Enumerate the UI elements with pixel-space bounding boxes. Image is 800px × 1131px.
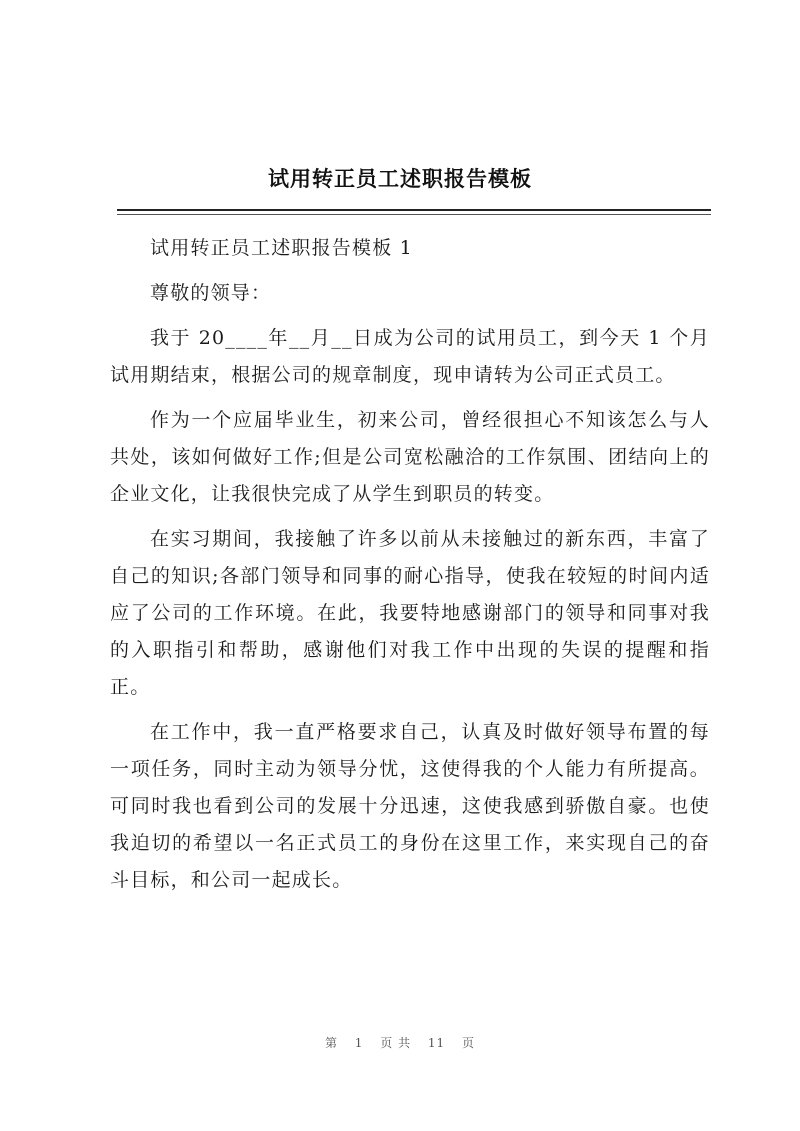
document-title: 试用转正员工述职报告模板 [268,166,532,191]
footer-suffix: 页 [462,1036,476,1050]
footer-total-pages: 11 [427,1036,446,1050]
paragraph-adaptation: 作为一个应届毕业生，初来公司，曾经很担心不知该怎么与人共处，该如何做好工作;但是公司宽松融洽的工作氛围、团结向上的企业文化，让我很快完成了从学生到职员的转变。 [110,409,710,505]
footer-page-number: 1 [354,1036,364,1050]
title-divider [117,209,711,211]
paragraph-internship: 在实习期间，我接触了许多以前从未接触过的新东西，丰富了自己的知识;各部门领导和同事的耐心指导，使我在较短的时间内适应了公司的工作环境。在此，我要特地感谢部门的领导和同事对我的入职指引和帮助，感谢他们对我工作中出现的失误的提醒和指正。 [110,528,710,698]
paragraph-heading: 试用转正员工述职报告模板 1 [150,237,413,259]
paragraph-work: 在工作中，我一直严格要求自己，认真及时做好领导布置的每一项任务，同时主动为领导分忧，这使得我的个人能力有所提高。可同时我也看到公司的发展十分迅速，这使我感到骄傲自豪。也使我迫切的希望以一名正式员工的身份在这里工作，来实现自己的奋斗目标，和公司一起成长。 [110,721,710,891]
paragraph-intro: 我于 20____年__月__日成为公司的试用员工，到今天 1 个月试用期结束，根据公司的规章制度，现申请转为公司正式员工。 [110,327,710,386]
footer-middle: 页 共 [380,1036,412,1050]
page-footer [0,1034,800,1051]
footer-prefix: 第 [324,1036,338,1050]
title-divider-thin [117,214,711,215]
document-body [110,230,710,907]
paragraph-salutation: 尊敬的领导： [150,282,272,304]
